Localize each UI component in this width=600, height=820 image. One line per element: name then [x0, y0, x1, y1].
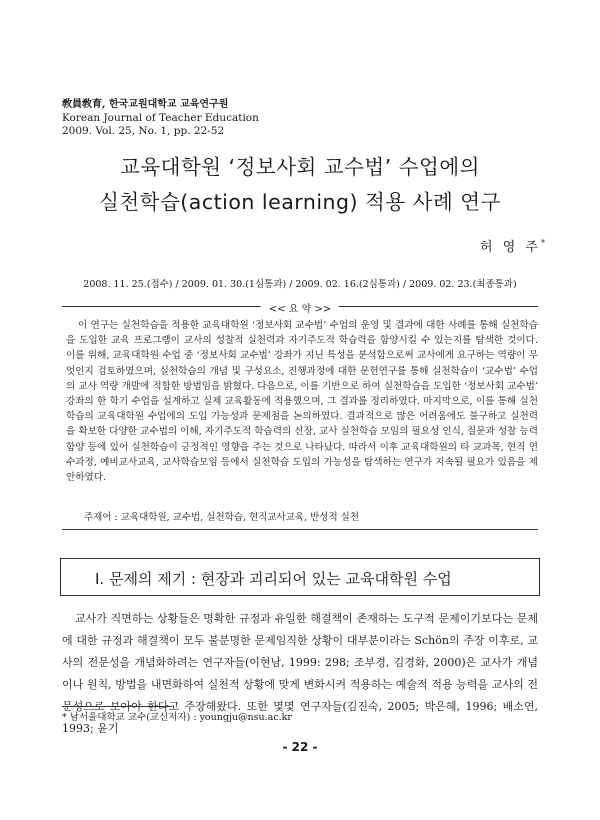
- summary-label: << 요 약 >>: [261, 300, 339, 315]
- footnote: * 남서울대학교 교수(교신저자) : youngju@nsu.ac.kr: [62, 712, 292, 723]
- body-paragraph: 교사가 직면하는 상황들은 명확한 규정과 유일한 해결책이 존재하는 도구적 문제이기보다는 문제에 대한 규정과 해결책이 모두 불분명한 문제임직한 상황이 대부분이라는 Schön의 주장 이후로, 교사의 전문성을 개념화하려는 연구자들(이현남, 1999: 298; 조부경, 김경화, 2000)은 교사가 개념이나 원칙, 방법을 내면화하여 실천적 상황에 맞게 변화시켜 적용하는 예술적 적용 능력을 교사의 전문성으로 보아야 한다고 주장해왔다. 또한 몇몇 연구자들(김진숙, 2005; 박은혜, 1996; 배소연, 1993; 윤기: [62, 612, 538, 735]
- journal-citation: 2009. Vol. 25, No. 1, pp. 22-52: [62, 125, 225, 137]
- author-footnote-mark: *: [541, 238, 545, 248]
- paper-title-line-2: 실천학습(action learning) 적용 사례 연구: [99, 190, 501, 214]
- paper-title-line-1: 교육대학원 ‘정보사회 교수법’ 수업에의: [120, 155, 480, 179]
- journal-name-english: Korean Journal of Teacher Education: [62, 111, 259, 124]
- section-heading-box: [60, 558, 540, 596]
- page-number: - 22 -: [282, 740, 318, 754]
- journal-header: [62, 98, 259, 139]
- keywords-divider: [62, 529, 538, 530]
- review-dates: 2008. 11. 25.(접수) / 2009. 01. 30.(1심통과) / 2009. 02. 16.(2심통과) / 2009. 02. 23.(최종통과): [83, 279, 517, 290]
- journal-name-korean: 敎員敎育, 한국교원대학교 교육연구원: [62, 99, 229, 110]
- keywords: 주제어 : 교육대학원, 교수법, 실천학습, 현직교사교육, 반성적 실천: [84, 512, 360, 523]
- section-heading: Ⅰ. 문제의 제기 : 현장과 괴리되어 있는 교육대학원 수업: [95, 570, 452, 588]
- summary-divider: [62, 300, 538, 315]
- abstract-text: 이 연구는 실천학습을 적용한 교육대학원 ‘정보사회 교수법’ 수업의 운영 및 결과에 대한 사례를 통해 실천학습을 도입한 교육 프로그램이 교사의 성찰적 실천력과 자기주도적 학습력을 함양시킬 수 있는지를 탐색한 것이다. 이를 위해, 교육대학원 수업 중 ‘정보사회 교수법’ 강좌가 지닌 특성을 분석함으로써 교사에게 요구하는 역량이 무엇인지 검토하였으며, 실천학습의 개념 및 구성요소, 진행과정에 대한 문헌연구를 통해 실천학습이 ‘교수법’ 수업의 교사 역량 개발에 적합한 방법임을 밝혔다. 다음으로, 이를 기반으로 하여 실천학습을 도입한 ‘정보사회 교수법’ 강좌의 한 학기 수업을 설계하고 실제 교육활동에 적용했으며, 그 결과를 정리하였다. 마지막으로, 이를 통해 실천학습의 교육대학원 수업에의 도입 가능성과 문제점을 논의하였다. 결과적으로 많은 어려움에도 불구하고 실천력을 확보한 다양한 교수법의 이해, 자기주도적 학습력의 신장, 교사 실천학습 모임의 필요성 인식, 질문과 성찰 능력 함양 등에 있어 실천학습이 긍정적인 영향을 주는 것으로 나타났다. 따라서 이후 교육대학원의 타 교과목, 현직 연수과정, 예비교사교육, 교사학습모임 등에서 실천학습 도입의 가능성을 탐색하는 연구가 지속될 필요가 있음을 제안하였다.: [66, 320, 538, 484]
- footnote-divider: [62, 706, 172, 707]
- author: [480, 236, 545, 255]
- abstract: [66, 318, 538, 485]
- author-name: 허 영 주: [480, 240, 541, 255]
